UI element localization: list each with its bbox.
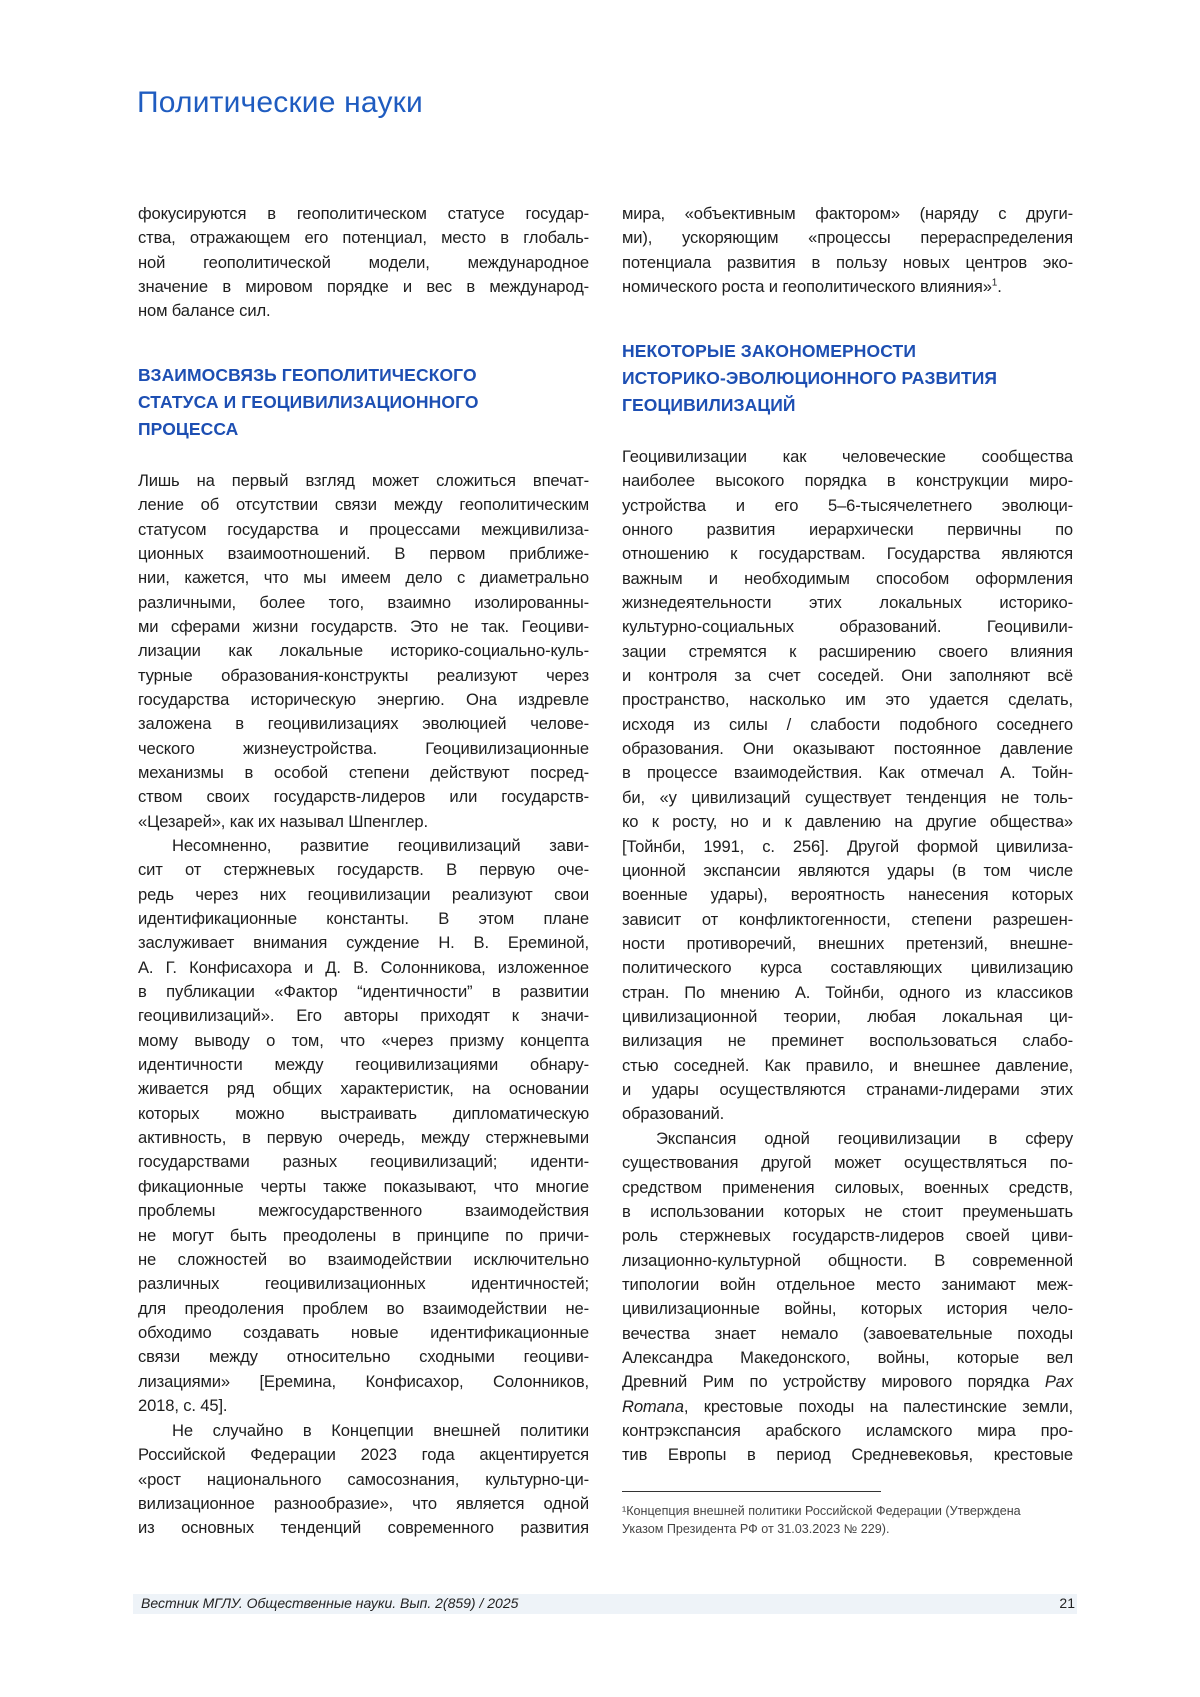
journal-citation: Вестник МГЛУ. Общественные науки. Вып. 2(859) / 2025 xyxy=(141,1595,518,1611)
text-line xyxy=(138,810,589,834)
text-segment: нии, кажется, что мы имеем дело с диаметрально xyxy=(138,568,589,587)
text-line xyxy=(622,1249,1073,1273)
text-segment: мому выводу о том, что «через призму концепта xyxy=(138,1031,589,1050)
text-line xyxy=(138,1102,589,1126)
text-segment: обходимо создавать новые идентификационные xyxy=(138,1323,589,1342)
text-segment: сит от стержневых государств. В первую оче- xyxy=(138,860,589,879)
text-line xyxy=(138,1077,589,1101)
text-segment: ВЗАИМОСВЯЗЬ ГЕОПОЛИТИЧЕСКОГО xyxy=(138,365,477,385)
text-line xyxy=(622,981,1073,1005)
text-segment: 2018, с. 45]. xyxy=(138,1396,227,1415)
text-line xyxy=(622,1054,1073,1078)
text-line xyxy=(138,1029,589,1053)
text-segment: Российской Федерации 2023 года акцентируется xyxy=(138,1445,589,1464)
text-line xyxy=(138,1175,589,1199)
text-line: номического роста и геополитического влияния»1. xyxy=(622,275,1073,299)
text-segment: отношению к государствам. Государства являются xyxy=(622,544,1073,563)
text-segment: живается ряд общих характеристик, на основании xyxy=(138,1079,589,1098)
text-line xyxy=(622,1176,1073,1200)
text-line xyxy=(138,362,589,389)
text-line xyxy=(622,445,1073,469)
text-line xyxy=(622,567,1073,591)
text-segment: образований. xyxy=(622,1104,724,1123)
text-line xyxy=(138,639,589,663)
text-line xyxy=(138,883,589,907)
text-line xyxy=(622,761,1073,785)
text-segment: в использовании которых не стоит преуменьшать xyxy=(622,1202,1073,1221)
text-line xyxy=(622,1127,1073,1151)
text-segment: ством своих государств-лидеров или государств- xyxy=(138,787,589,806)
text-line xyxy=(622,859,1073,883)
text-segment: исходя из силы / слабости подобного соседнего xyxy=(622,715,1073,734)
text-segment: проблемы межгосударственного взаимодействия xyxy=(138,1201,589,1220)
text-segment: наиболее высокого порядка в конструкции миро- xyxy=(622,471,1073,490)
text-line xyxy=(138,202,589,226)
text-segment: политического курса составляющих цивилизацию xyxy=(622,958,1073,977)
text-line xyxy=(622,956,1073,980)
text-line xyxy=(622,1502,1077,1520)
text-line xyxy=(138,931,589,955)
text-segment: лизации как локальные историко-социально-куль- xyxy=(138,641,589,660)
text-segment: государства историческую энергию. Она издревле xyxy=(138,690,589,709)
text-line xyxy=(622,469,1073,493)
text-segment: ¹Концепция внешней политики Российской Федерации (Утверждена xyxy=(622,1504,1021,1518)
text-line xyxy=(138,1199,589,1223)
text-segment: и контроля за счет соседей. Они заполняют всё xyxy=(622,666,1073,685)
left-section-heading xyxy=(138,362,589,443)
text-segment: турные образования-конструкты реализуют через xyxy=(138,666,589,685)
text-segment: значение в мировом порядке и вес в международ- xyxy=(138,277,589,296)
text-line xyxy=(622,1370,1073,1394)
text-line xyxy=(622,365,1073,392)
text-segment: связи между относительно сходными геоциви- xyxy=(138,1347,589,1366)
text-segment: зависит от конфликтогенности, степени разрешен- xyxy=(622,910,1073,929)
text-segment: стран. По мнению А. Тойнби, одного из классиков xyxy=(622,983,1073,1002)
left-paragraph-3 xyxy=(138,1419,589,1541)
text-segment: А. Г. Конфисахора и Д. В. Солонникова, изложенное xyxy=(138,958,589,977)
text-line xyxy=(138,1370,589,1394)
text-line xyxy=(138,299,589,323)
text-line xyxy=(138,1468,589,1492)
text-segment: Геоцивилизации как человеческие сообщества xyxy=(622,447,1073,466)
text-segment: би, «у цивилизаций существует тенденция не толь- xyxy=(622,788,1073,807)
page-number: 21 xyxy=(1059,1595,1075,1611)
text-line xyxy=(138,1394,589,1418)
text-segment: стью соседней. Как правило, и внешнее давление, xyxy=(622,1056,1073,1075)
text-line xyxy=(138,1345,589,1369)
text-segment: военные удары), вероятность нанесения которых xyxy=(622,885,1073,904)
text-segment: государствами разных геоцивилизаций; иденти- xyxy=(138,1152,589,1171)
text-segment: роль стержневых государств-лидеров своей циви- xyxy=(622,1226,1073,1245)
text-segment: вечества знает немало (завоевательные походы xyxy=(622,1324,1073,1343)
text-segment: различных геоцивилизационных идентичностей; xyxy=(138,1274,589,1293)
text-segment: тив Европы в период Средневековья, крестовые xyxy=(622,1445,1073,1464)
text-segment: ности противоречий, внешних претензий, внешне- xyxy=(622,934,1073,953)
text-line xyxy=(138,956,589,980)
text-segment: образования. Они оказывают постоянное давление xyxy=(622,739,1073,758)
text-line xyxy=(138,1321,589,1345)
text-segment: редь через них геоцивилизации реализуют свои xyxy=(138,885,589,904)
text-segment: жизнедеятельности этих локальных историко- xyxy=(622,593,1073,612)
text-segment: важным и необходимым способом оформления xyxy=(622,569,1073,588)
text-line xyxy=(138,469,589,493)
text-segment: активность, в первую очередь, между стержневыми xyxy=(138,1128,589,1147)
text-segment: фокусируются в геополитическом статусе государ- xyxy=(138,204,589,223)
text-line xyxy=(622,518,1073,542)
text-segment: Несомненно, развитие геоцивилизаций зави- xyxy=(172,836,589,855)
left-paragraph-1 xyxy=(138,469,589,834)
text-line xyxy=(138,1297,589,1321)
text-segment: Древний Рим по устройству мирового порядка xyxy=(622,1372,1045,1391)
text-segment: не сложностей во взаимодействии исключительно xyxy=(138,1250,589,1269)
footnote xyxy=(622,1502,1077,1538)
text-segment: заслуживает внимания суждение Н. В. Ереминой, xyxy=(138,933,589,952)
text-line xyxy=(138,834,589,858)
text-segment: «Цезарей», как их называл Шпенглер. xyxy=(138,812,428,831)
right-paragraph-2 xyxy=(622,1127,1073,1468)
text-segment: цивилизационные войны, которых история чело- xyxy=(622,1299,1073,1318)
text-line xyxy=(138,251,589,275)
text-segment: заложена в геоцивилизациях эволюцией челове- xyxy=(138,714,589,733)
text-line xyxy=(138,1150,589,1174)
text-line xyxy=(138,1126,589,1150)
text-line xyxy=(622,640,1073,664)
text-segment: ление об отсутствии связи между геополитическим xyxy=(138,495,589,514)
text-line xyxy=(622,338,1073,365)
text-line xyxy=(138,493,589,517)
text-segment: ПРОЦЕССА xyxy=(138,419,238,439)
page-footer xyxy=(133,1594,1077,1614)
text-line xyxy=(622,1102,1073,1126)
text-line xyxy=(138,1224,589,1248)
text-line xyxy=(622,664,1073,688)
text-line xyxy=(622,615,1073,639)
text-segment: ко к росту, но и к давлению на другие общества» xyxy=(622,812,1073,831)
text-line xyxy=(622,1395,1073,1419)
section-title: Политические науки xyxy=(137,86,423,120)
text-segment: в публикации «Фактор “идентичности” в развитии xyxy=(138,982,589,1001)
text-line xyxy=(622,1005,1073,1029)
text-segment: статусом государства и процессами межцивилиза- xyxy=(138,520,589,539)
text-segment: ческого жизнеустройства. Геоцивилизационные xyxy=(138,739,589,758)
text-line xyxy=(622,1273,1073,1297)
text-line xyxy=(622,688,1073,712)
text-segment: онного развития иерархически первичны по xyxy=(622,520,1073,539)
text-line xyxy=(622,810,1073,834)
text-line xyxy=(138,416,589,443)
text-segment: Romana xyxy=(622,1397,684,1416)
text-line xyxy=(622,1200,1073,1224)
text-line xyxy=(622,1029,1073,1053)
text-segment: «рост национального самосознания, культурно-ци- xyxy=(138,1470,589,1489)
text-segment: из основных тенденций современного развития xyxy=(138,1518,589,1537)
text-line xyxy=(138,389,589,416)
text-segment: идентичности между геоцивилизациями обнару- xyxy=(138,1055,589,1074)
text-line xyxy=(138,518,589,542)
text-line xyxy=(138,1272,589,1296)
text-segment: и удары осуществляются странами-лидерами этих xyxy=(622,1080,1073,1099)
text-line xyxy=(138,712,589,736)
text-segment: Лишь на первый взгляд может сложиться впечат- xyxy=(138,471,589,490)
text-line xyxy=(138,566,589,590)
text-line xyxy=(622,494,1073,518)
text-segment: мира, «объективным фактором» (наряду с други- xyxy=(622,204,1073,223)
text-line xyxy=(622,591,1073,615)
text-line xyxy=(138,275,589,299)
text-line xyxy=(138,785,589,809)
text-line xyxy=(622,542,1073,566)
text-segment: лизациями» [Еремина, Конфисахор, Солонников, xyxy=(138,1372,589,1391)
text-segment: существования другой может осуществляться по- xyxy=(622,1153,1073,1172)
text-line xyxy=(622,1346,1073,1370)
text-line xyxy=(138,907,589,931)
text-segment: вилизационное разнообразие», что является одной xyxy=(138,1494,589,1513)
text-line xyxy=(622,251,1073,275)
right-paragraph-1 xyxy=(622,445,1073,1127)
text-segment: Pax xyxy=(1045,1372,1073,1391)
text-segment: типологии войн отдельное место занимают меж- xyxy=(622,1275,1073,1294)
left-paragraph-2 xyxy=(138,834,589,1418)
text-segment: в процессе взаимодействия. Как отмечал А. Тойн- xyxy=(622,763,1073,782)
text-segment: ИСТОРИКО-ЭВОЛЮЦИОННОГО РАЗВИТИЯ xyxy=(622,368,997,388)
text-line xyxy=(622,1297,1073,1321)
text-line xyxy=(622,908,1073,932)
text-segment: ми), ускоряющим «процессы перераспределения xyxy=(622,228,1073,247)
text-line xyxy=(138,591,589,615)
text-segment: [Тойнби, 1991, с. 256]. Другой формой цивилиза- xyxy=(622,837,1073,856)
text-segment: механизмы в особой степени действуют посред- xyxy=(138,763,589,782)
text-segment: ми сферами жизни государств. Это не так. Геоциви- xyxy=(138,617,589,636)
left-top-paragraph xyxy=(138,202,589,324)
text-segment: лизационно-культурной общности. В современной xyxy=(622,1251,1073,1270)
text-line xyxy=(622,226,1073,250)
text-line xyxy=(622,202,1073,226)
footnote-divider xyxy=(622,1491,881,1492)
text-line xyxy=(138,615,589,639)
text-segment: которых можно выстраивать дипломатическую xyxy=(138,1104,589,1123)
text-segment: пространство, насколько им это удается сделать, xyxy=(622,690,1073,709)
text-segment: СТАТУСА И ГЕОЦИВИЛИЗАЦИОННОГО xyxy=(138,392,479,412)
text-segment: культурно-социальных образований. Геоцивили- xyxy=(622,617,1073,636)
text-segment: НЕКОТОРЫЕ ЗАКОНОМЕРНОСТИ xyxy=(622,341,916,361)
text-line xyxy=(622,737,1073,761)
text-line xyxy=(622,713,1073,737)
text-segment: ной геополитической модели, международное xyxy=(138,253,589,272)
text-line xyxy=(622,1322,1073,1346)
text-line xyxy=(138,737,589,761)
text-line xyxy=(622,1151,1073,1175)
right-top-paragraph xyxy=(622,202,1073,299)
text-line xyxy=(622,1224,1073,1248)
text-segment: ном балансе сил. xyxy=(138,301,270,320)
text-line xyxy=(138,1443,589,1467)
text-segment: для преодоления проблем во взаимодействии не- xyxy=(138,1299,589,1318)
text-segment: , крестовые походы на палестинские земли, xyxy=(684,1397,1073,1416)
text-line xyxy=(138,1419,589,1443)
text-segment: устройства и его 5–6-тысячелетнего эволюци- xyxy=(622,496,1073,515)
text-line xyxy=(138,664,589,688)
text-segment: не могут быть преодолены в принципе по причи- xyxy=(138,1226,589,1245)
text-segment: фикационные черты также показывают, что многие xyxy=(138,1177,589,1196)
text-segment: идентификационные константы. В этом плане xyxy=(138,909,589,928)
text-line xyxy=(622,392,1073,419)
right-section-heading xyxy=(622,338,1073,419)
text-line xyxy=(622,1419,1073,1443)
text-line xyxy=(622,1520,1077,1538)
text-segment: цивилизационной теории, любая локальная ци- xyxy=(622,1007,1073,1026)
text-segment: контрэкспансия арабского исламского мира про- xyxy=(622,1421,1073,1440)
text-segment: Не случайно в Концепции внешней политики xyxy=(172,1421,589,1440)
text-segment: ства, отражающем его потенциал, место в глобаль- xyxy=(138,228,589,247)
text-segment: вилизация не преминет воспользоваться слабо- xyxy=(622,1031,1073,1050)
text-line xyxy=(622,1078,1073,1102)
text-segment: различными, более того, взаимно изолированны- xyxy=(138,593,589,612)
text-segment: номического роста и геополитического влияния» xyxy=(622,277,992,296)
text-segment: ГЕОЦИВИЛИЗАЦИЙ xyxy=(622,395,796,415)
text-line xyxy=(622,1443,1073,1467)
text-line xyxy=(138,688,589,712)
text-segment: Экспансия одной геоцивилизации в сферу xyxy=(656,1129,1073,1148)
text-line xyxy=(622,932,1073,956)
text-line xyxy=(138,1248,589,1272)
text-segment: Указом Президента РФ от 31.03.2023 № 229). xyxy=(622,1522,889,1536)
text-segment: зации стремятся к расширению своего влияния xyxy=(622,642,1073,661)
text-line xyxy=(138,1492,589,1516)
text-segment: геоцивилизаций». Его авторы приходят к значи- xyxy=(138,1006,589,1025)
text-segment: ционной экспансии являются удары (в том числе xyxy=(622,861,1073,880)
text-line xyxy=(622,786,1073,810)
text-line xyxy=(138,226,589,250)
footnote-reference[interactable]: 1 xyxy=(992,278,997,289)
text-segment: средством применения силовых, военных средств, xyxy=(622,1178,1073,1197)
text-line xyxy=(138,542,589,566)
text-line xyxy=(138,980,589,1004)
text-segment: ционных взаимоотношений. В первом приближе- xyxy=(138,544,589,563)
text-line xyxy=(138,1004,589,1028)
text-line xyxy=(622,883,1073,907)
text-line xyxy=(138,1053,589,1077)
text-line xyxy=(622,835,1073,859)
text-segment: Александра Македонского, войны, которые вел xyxy=(622,1348,1073,1367)
text-segment: потенциала развития в пользу новых центров эко- xyxy=(622,253,1073,272)
text-line xyxy=(138,1516,589,1540)
text-line xyxy=(138,761,589,785)
text-line xyxy=(138,858,589,882)
